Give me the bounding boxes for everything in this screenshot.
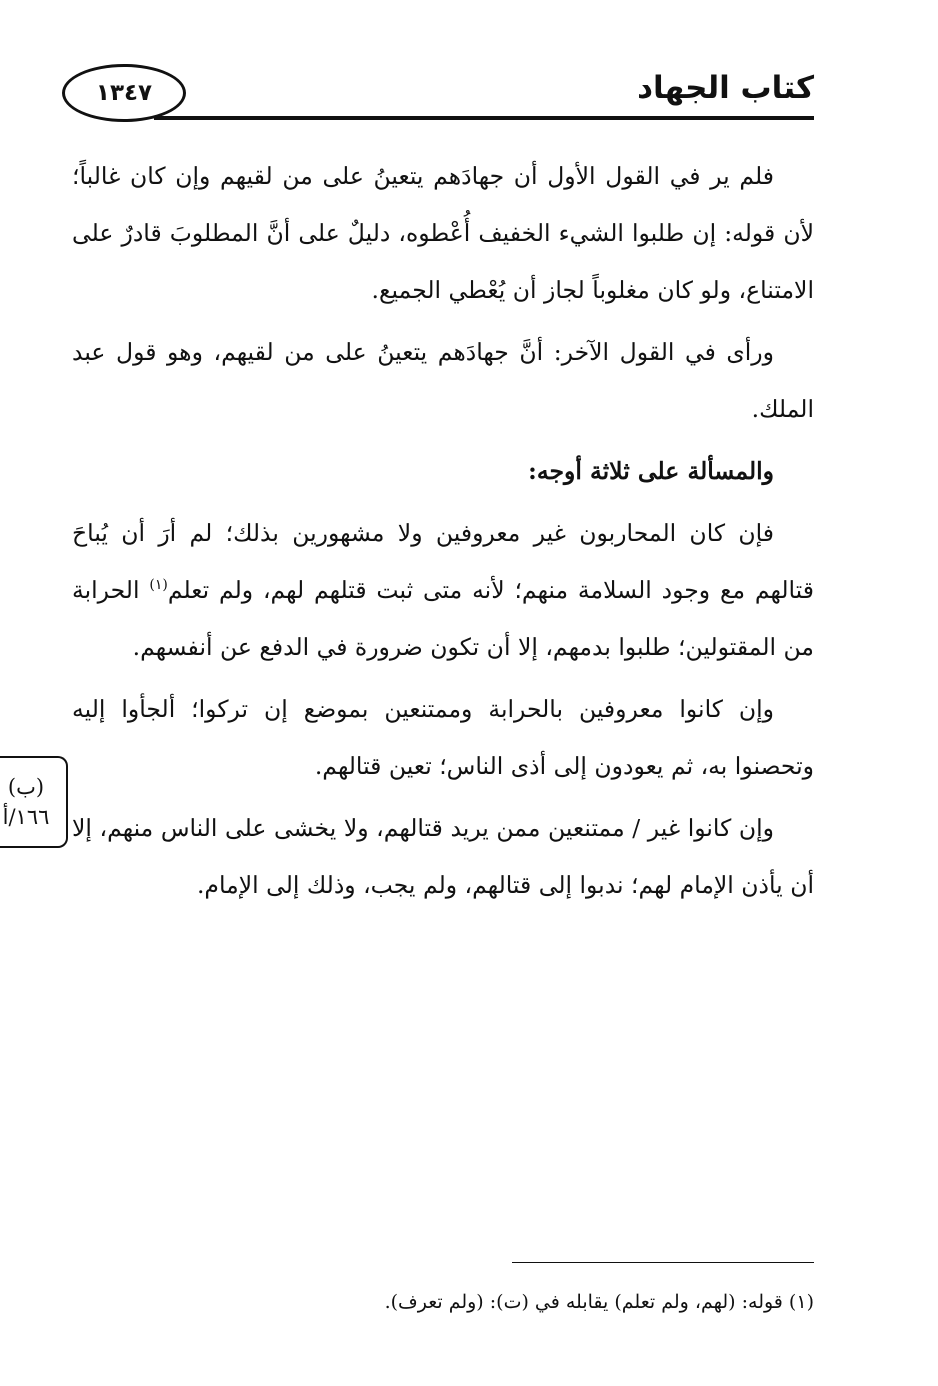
manuscript-folio-note — [0, 756, 68, 848]
paragraph-5: وإن كانوا معروفين بالحرابة وممتنعين بموضع إن تركوا؛ ألجأوا إليه وتحصنوا به، ثم يعودون إلى أذى الناس؛ تعين قتالهم. — [72, 695, 814, 780]
folio-side: (ب) — [7, 775, 45, 799]
chapter-title: كتاب الجهاد — [637, 70, 814, 106]
paragraph-4-text-a: فإن كان المحاربون غير معروفين ولا مشهورين بذلك؛ لم أرَ أن يُباحَ قتالهم مع وجود السلامة منهم؛ لأنه متى ثبت قتلهم لهم، ولم تعلم — [72, 519, 814, 604]
paragraph-4-text-b: الحرابة من المقتولين؛ طلبوا بدمهم، إلا أن تكون ضرورة في الدفع عن أنفسهم. — [72, 576, 814, 661]
footnote-separator — [512, 1262, 814, 1263]
paragraph-6: وإن كانوا غير / ممتنعين ممن يريد قتالهم، ولا يخشى على الناس منهم، إلا أن يأذن الإمام لهم؛ ندبوا إلى قتالهم، ولم يجب، وذلك إلى الإمام. — [72, 814, 814, 899]
paragraph-2: ورأى في القول الآخر: أنَّ جهادَهم يتعينُ على من لقيهم، وهو قول عبد الملك. — [72, 338, 814, 423]
page-number-badge — [62, 64, 186, 122]
page-header — [62, 56, 814, 128]
header-rule — [154, 116, 814, 120]
paragraph-4 — [72, 505, 814, 676]
footnote-reference[interactable]: (١) — [149, 577, 168, 594]
main-text — [72, 148, 814, 919]
page-number: ١٣٤٧ — [95, 80, 153, 106]
section-heading: والمسألة على ثلاثة أوجه: — [528, 457, 774, 485]
paragraph-1: فلم ير في القول الأول أن جهادَهم يتعينُ على من لقيهم وإن كان غالباً؛ لأن قوله: إن طلبوا الشيء الخفيف أُعْطوه، دليلٌ على أنَّ المطلوبَ قادرٌ على الامتناع، ولو كان مغلوباً لجاز أن يُعْطي الجميع. — [72, 162, 814, 304]
folio-number: ١٦٦/أ — [2, 805, 50, 829]
footnote: (١) قوله: (لهم، ولم تعلم) يقابله في (ت): (ولم تعرف). — [384, 1291, 814, 1313]
